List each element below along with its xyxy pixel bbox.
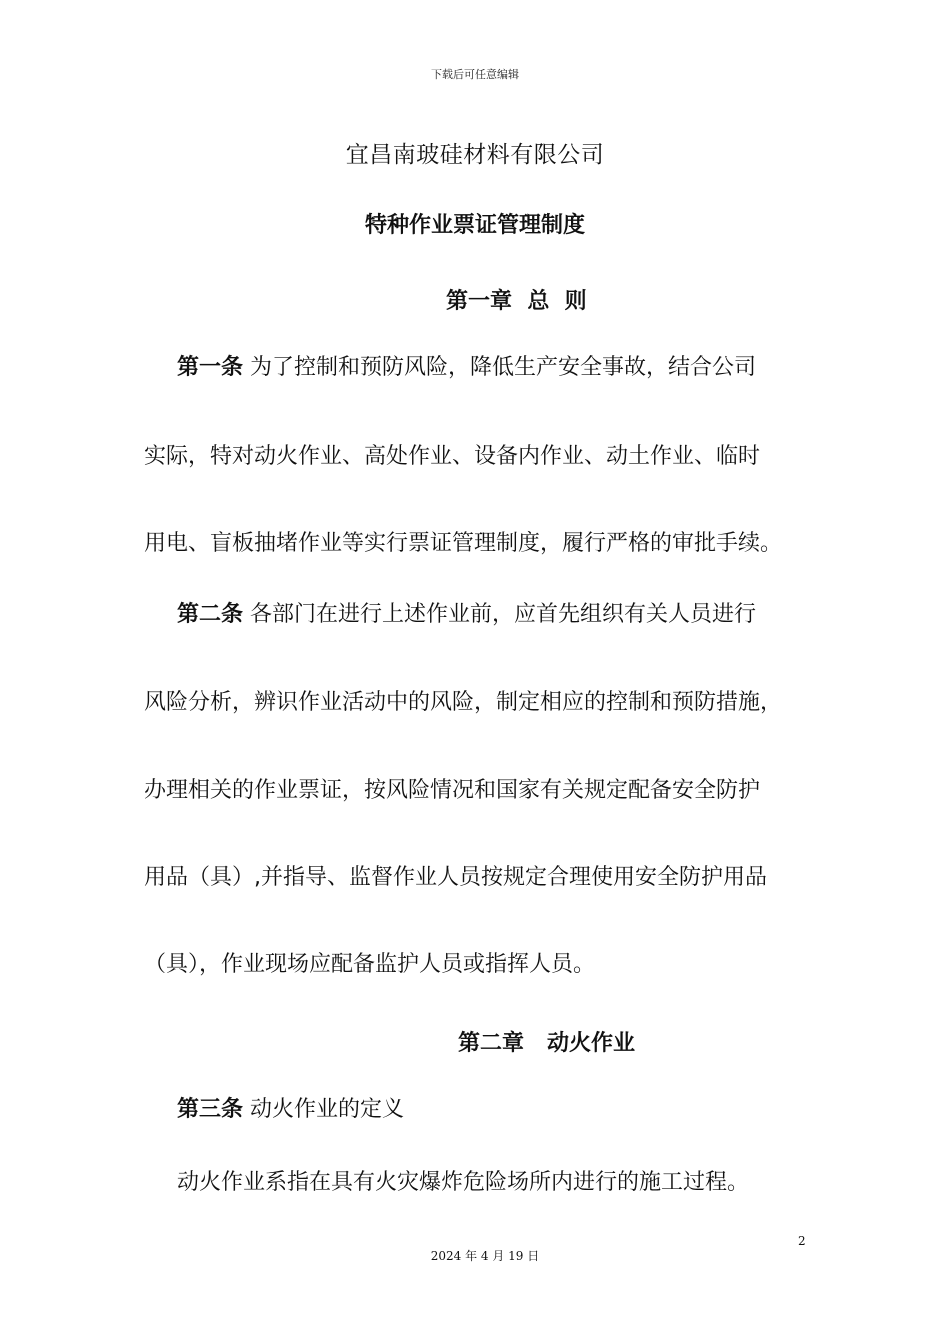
article-2-line-2: 风险分析，辨识作业活动中的风险，制定相应的控制和预防措施， xyxy=(144,690,783,715)
article-2-line-3: 办理相关的作业票证，按风险情况和国家有关规定配备安全防护 xyxy=(144,778,761,803)
article-3-label: 第三条 xyxy=(177,1097,244,1122)
article-3-line-1 xyxy=(177,1099,404,1121)
article-3-text-1: 动火作业的定义 xyxy=(243,1097,405,1122)
article-2-line-1 xyxy=(177,604,756,626)
article-1-label: 第一条 xyxy=(177,355,244,380)
chapter-2-heading: 第二章 动火作业 xyxy=(458,1031,635,1056)
chapter-1-heading: 第一章 总 则 xyxy=(446,289,587,314)
article-2-label: 第二条 xyxy=(177,602,244,627)
document-title: 特种作业票证管理制度 xyxy=(364,213,585,238)
header-note: 下载后可任意编辑 xyxy=(431,68,519,81)
article-2-line-5: （具），作业现场应配备监护人员或指挥人员。 xyxy=(144,952,596,977)
footer-date: 2024 年 4 月 19 日 xyxy=(430,1249,540,1263)
article-1-line-3: 用电、盲板抽堵作业等实行票证管理制度，履行严格的审批手续。 xyxy=(144,531,783,556)
article-1-text-1: 为了控制和预防风险，降低生产安全事故，结合公司 xyxy=(243,355,757,380)
article-1-line-2: 实际，特对动火作业、高处作业、设备内作业、动土作业、临时 xyxy=(144,444,761,469)
article-2-line-4: 用品（具）,并指导、监督作业人员按规定合理使用安全防护用品 xyxy=(144,865,767,890)
article-2-text-1: 各部门在进行上述作业前，应首先组织有关人员进行 xyxy=(243,602,757,627)
article-1-line-1 xyxy=(177,357,756,379)
article-3-line-2: 动火作业系指在具有火灾爆炸危险场所内进行的施工过程。 xyxy=(177,1170,750,1195)
page-number: 2 xyxy=(798,1234,806,1248)
company-name: 宜昌南玻硅材料有限公司 xyxy=(345,142,605,168)
